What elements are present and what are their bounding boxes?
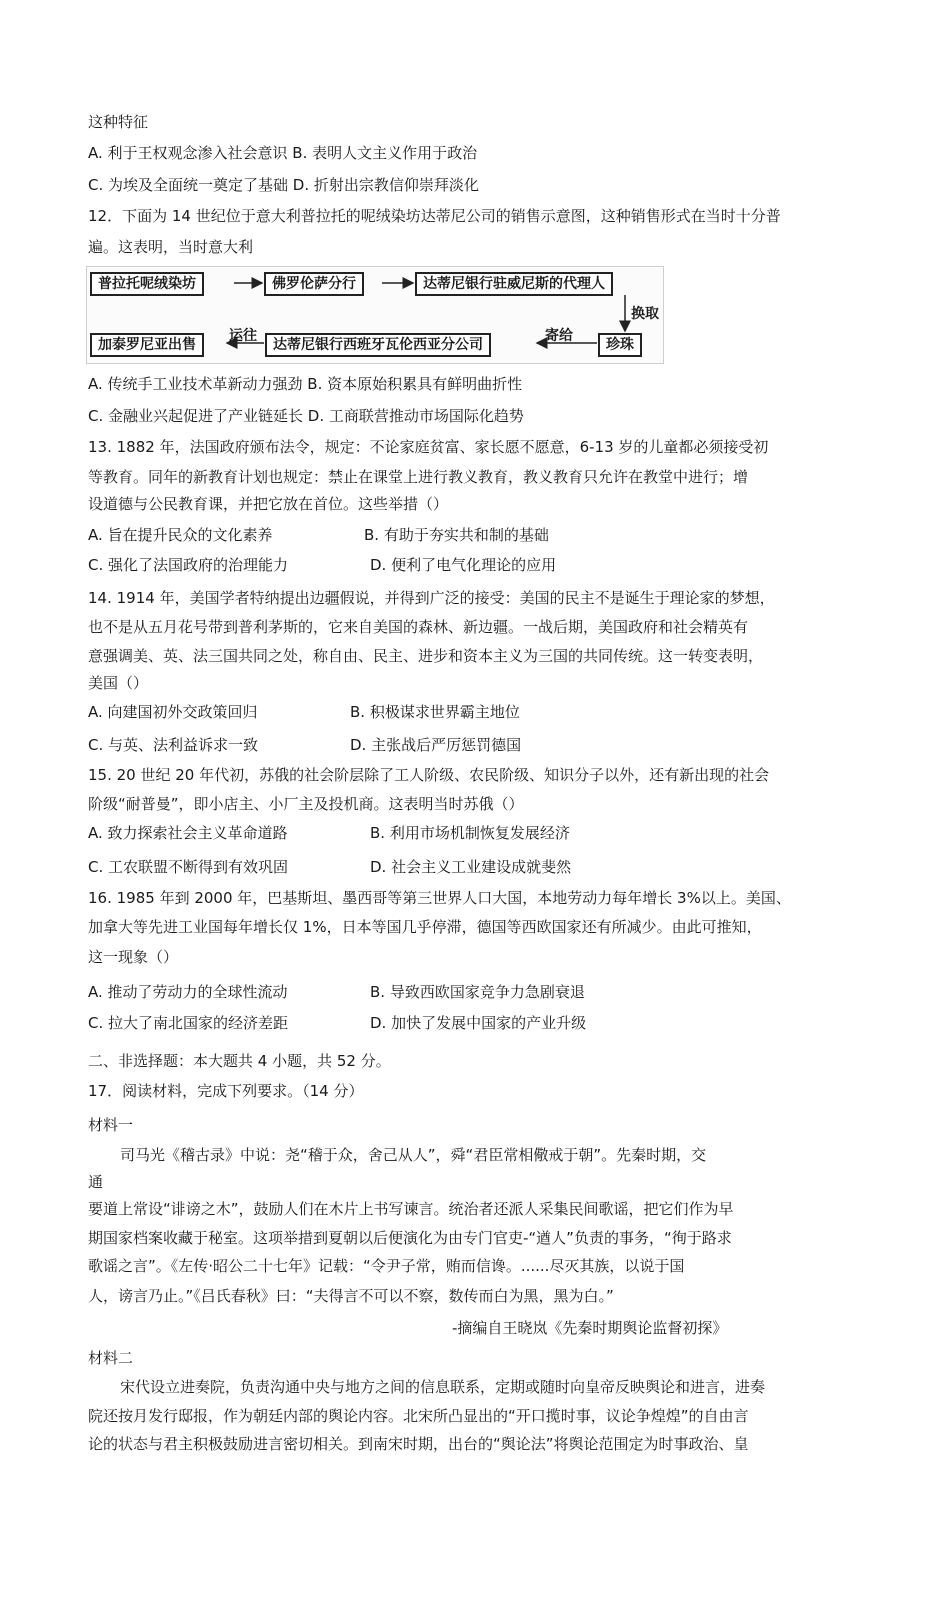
box-florence-branch: 佛罗伦萨分行 — [264, 272, 364, 296]
material1-line5: 歌谣之言”。《左传·昭公二十七年》记载：“令尹子常，贿而信谗。......尽灭其族，以说于国 — [88, 1257, 685, 1275]
box-valencia-branch: 达蒂尼银行西班牙瓦伦西亚分公司 — [265, 333, 491, 357]
q14-stem-line3: 意强调美、英、法三国共同之处，称自由、民主、进步和资本主义为三国的共同传统。这一转变表明， — [88, 647, 764, 665]
section2-heading: 二、非选择题：本大题共 4 小题，共 52 分。 — [88, 1052, 391, 1070]
q15-option-d: D. 社会主义工业建设成就斐然 — [370, 858, 572, 876]
q13-option-c: C. 强化了法国政府的治理能力 — [88, 556, 289, 574]
label-ship: 运往 — [229, 328, 257, 344]
q14-stem-line4: 美国（） — [88, 674, 149, 692]
q15-option-c: C. 工农联盟不断得到有效巩固 — [88, 858, 289, 876]
box-prato-dye-house: 普拉托呢绒染坊 — [90, 272, 204, 296]
sales-flow-diagram — [86, 266, 664, 364]
q16-stem-line2: 加拿大等先进工业国每年增长仅 1%，日本等国几乎停滞，德国等西欧国家还有所减少。由此可推知， — [88, 918, 762, 936]
q16-option-d: D. 加快了发展中国家的产业升级 — [370, 1014, 587, 1032]
material2-line2: 院还按月发行邸报，作为朝廷内部的舆论内容。北宋所凸显出的“开口揽时事，议论争煌煌”的自由言 — [88, 1407, 749, 1425]
box-pearls: 珍珠 — [598, 333, 642, 357]
box-venice-agent: 达蒂尼银行驻威尼斯的代理人 — [415, 272, 613, 296]
box-catalonia-sale: 加泰罗尼亚出售 — [90, 333, 204, 357]
q14-option-c: C. 与英、法利益诉求一致 — [88, 736, 259, 754]
material2-line3: 论的状态与君主积极鼓励进言密切相关。到南宋时期，出台的“舆论法”将舆论范围定为时事政治、皇 — [88, 1435, 749, 1453]
q12-stem-line2: 遍。这表明，当时意大利 — [88, 238, 254, 256]
q14-stem-line2: 也不是从五月花号带到普利茅斯的，它来自美国的森林、新边疆。一战后期，美国政府和社会精英有 — [88, 618, 749, 636]
material1-source: -摘编自王晓岚《先秦时期舆论监督初探》 — [452, 1319, 728, 1337]
material1-line6: 人，谤言乃止。”《吕氏春秋》曰：“夫得言不可以不察，数传而白为黑，黑为白。” — [88, 1287, 614, 1305]
q12-options-cd: C. 金融业兴起促进了产业链延长 D. 工商联营推动市场国际化趋势 — [88, 407, 524, 425]
q15-option-b: B. 利用市场机制恢复发展经济 — [370, 824, 570, 842]
material2-label: 材料二 — [88, 1349, 134, 1367]
material1-line4: 期国家档案收藏于秘室。这项举措到夏朝以后便演化为由专门官吏-“遒人”负责的事务，“徇于路求 — [88, 1229, 732, 1247]
q16-option-b: B. 导致西欧国家竞争力急剧衰退 — [370, 983, 585, 1001]
q14-stem-line1: 14. 1914 年，美国学者特纳提出边疆假说，并得到广泛的接受：美国的民主不是诞生于理论家的梦想， — [88, 589, 775, 607]
q14-option-d: D. 主张战后严厉惩罚德国 — [350, 736, 522, 754]
material1-line2: 通 — [88, 1173, 104, 1191]
q15-stem-line1: 15. 20 世纪 20 年代初，苏俄的社会阶层除了工人阶级、农民阶级、知识分子以外，还有新出现的社会 — [88, 766, 770, 784]
q15-stem-line2: 阶级“耐普曼”，即小店主、小厂主及投机商。这表明当时苏俄（） — [88, 795, 524, 813]
q16-option-c: C. 拉大了南北国家的经济差距 — [88, 1014, 289, 1032]
q14-option-a: A. 向建国初外交政策回归 — [88, 703, 258, 721]
q16-stem-line1: 16. 1985 年到 2000 年，巴基斯坦、墨西哥等第三世界人口大国，本地劳动力每年增长 3%以上。美国、 — [88, 889, 791, 907]
q14-option-b: B. 积极谋求世界霸主地位 — [350, 703, 520, 721]
q13-stem-line2: 等教育。同年的新教育计划也规定：禁止在课堂上进行教义教育，教义教育只允许在教堂中进行；增 — [88, 468, 749, 486]
q13-option-a: A. 旨在提升民众的文化素养 — [88, 526, 273, 544]
label-exchange: 换取 — [631, 306, 659, 322]
material1-line3: 要道上常设“诽谤之木”，鼓励人们在木片上书写谏言。统治者还派人采集民间歌谣，把它们作为早 — [88, 1200, 734, 1218]
q11-options-cd: C. 为埃及全面统一奠定了基础 D. 折射出宗教信仰崇拜淡化 — [88, 176, 479, 194]
q16-stem-line3: 这一现象（） — [88, 948, 179, 966]
q13-stem-line1: 13. 1882 年，法国政府颁布法令，规定：不论家庭贫富、家长愿不愿意，6-13 岁的儿童都必须接受初 — [88, 438, 769, 456]
q12-stem-line1: 12．下面为 14 世纪位于意大利普拉托的呢绒染坊达蒂尼公司的销售示意图，这种销售形式在当时十分普 — [88, 207, 781, 225]
q15-option-a: A. 致力探索社会主义革命道路 — [88, 824, 288, 842]
q16-option-a: A. 推动了劳动力的全球性流动 — [88, 983, 288, 1001]
label-send: 寄给 — [545, 328, 573, 344]
q11-options-ab: A. 利于王权观念渗入社会意识 B. 表明人文主义作用于政治 — [88, 144, 478, 162]
material1-line1: 司马光《稽古录》中说：尧“稽于众，舍己从人”，舜“君臣常相儆戒于朝”。先秦时期，交 — [120, 1146, 707, 1164]
q13-option-d: D. 便利了电气化理论的应用 — [370, 556, 557, 574]
q11-stem-tail: 这种特征 — [88, 113, 149, 131]
q13-option-b: B. 有助于夯实共和制的基础 — [364, 526, 549, 544]
q17-title: 17．阅读材料，完成下列要求。（14 分） — [88, 1082, 364, 1100]
material2-line1: 宋代设立进奏院，负责沟通中央与地方之间的信息联系，定期或随时向皇帝反映舆论和进言，进奏 — [120, 1378, 766, 1396]
q13-stem-line3: 设道德与公民教育课，并把它放在首位。这些举措（） — [88, 495, 449, 513]
q12-options-ab: A. 传统手工业技术革新动力强劲 B. 资本原始积累具有鲜明曲折性 — [88, 375, 523, 393]
material1-label: 材料一 — [88, 1116, 134, 1134]
